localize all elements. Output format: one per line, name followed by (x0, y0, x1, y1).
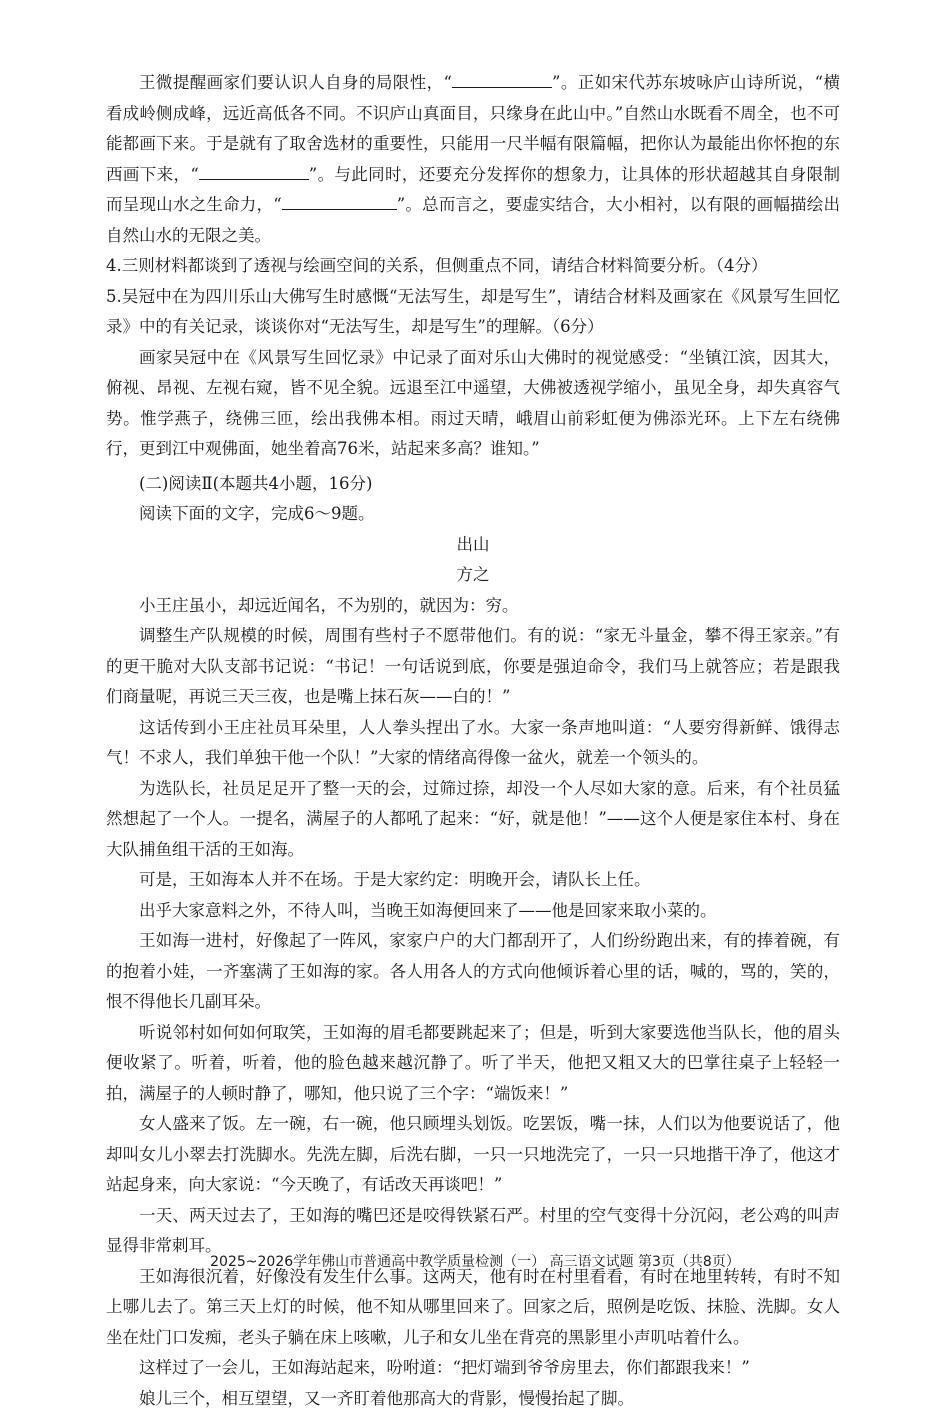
fill-blank-1 (452, 70, 552, 88)
page-footer: 2025~2026学年佛山市普通高中教学质量检测（一） 高三语文试题 第3页（共8页） (0, 1252, 950, 1272)
painter-excerpt: 画家吴冠中在《风景写生回忆录》中记录了面对乐山大佛时的视觉感受：“坐镇江滨，因其大，俯视、昂视、左视右窥，皆不见全貌。远退至江中遥望，大佛被透视学缩小，虽见全身，却失真容气势。惟学燕子，绕佛三匝，绘出我佛本相。雨过天晴，峨眉山前彩虹便为佛添光环。上下左右绕佛行，更到江中观佛面，她坐着高76米，站起来多高？谁知。” (106, 343, 840, 465)
story-author: 方之 (106, 560, 840, 591)
story-paragraph: 女人盛来了饭。左一碗，右一碗，他只顾埋头划饭。吃罢饭，嘴一抹，人们以为他要说话了，他却叫女儿小翠去打洗脚水。先洗左脚，后洗右脚，一只一只地洗完了，一只一只地揩干净了，他这才站起身来，向大家说：“今天晚了，有话改天再谈吧！” (106, 1109, 840, 1201)
story-paragraph: 王如海很沉着，好像没有发生什么事。这两天，他有时在村里看看，有时在地里转转，有时不知上哪儿去了。第三天上灯的时候，他不知从哪里回来了。回家之后，照例是吃饭、抹脸、洗脚。女人坐在灶门口发痴，老头子躺在床上咳嗽，儿子和女儿坐在背亮的黑影里小声叽咕着什么。 (106, 1262, 840, 1354)
section-instruction: 阅读下面的文字，完成6～9题。 (106, 499, 840, 530)
story-paragraph: 娘儿三个，相互望望，又一齐盯着他那高大的背影，慢慢抬起了脚。 (106, 1384, 840, 1414)
material-paragraph (106, 68, 840, 251)
story-paragraph: 这样过了一会儿，王如海站起来，吩咐道：“把灯端到爷爷房里去，你们都跟我来！” (106, 1353, 840, 1384)
story-paragraph: 一天、两天过去了，王如海的嘴巴还是咬得铁紧石严。村里的空气变得十分沉闷，老公鸡的叫声显得非常刺耳。 (106, 1201, 840, 1262)
story-paragraph: 王如海一进村，好像起了一阵风，家家户户的大门都刮开了，人们纷纷跑出来，有的捧着碗，有的抱着小娃，一齐塞满了王如海的家。各人用各人的方式向他倾诉着心里的话，喊的，骂的，笑的，恨不得他长几副耳朵。 (106, 926, 840, 1018)
fill-blank-2 (199, 162, 309, 180)
story-paragraph: 出乎大家意料之外，不待人叫，当晚王如海便回来了——他是回家来取小菜的。 (106, 896, 840, 927)
story-paragraph: 调整生产队规模的时候，周围有些村子不愿带他们。有的说：“家无斗量金，攀不得王家亲。”有的更干脆对大队支部书记说：“书记！一句话说到底，你要是强迫命令，我们马上就答应；若是跟我们商量呢，再说三天三夜，也是嘴上抹石灰——白的！” (106, 621, 840, 713)
story-paragraph: 为选队长，社员足足开了整一天的会，过筛过捺，却没一个人尽如大家的意。后来，有个社员猛然想起了一个人。一提名，满屋子的人都吼了起来：“好，就是他！”——这个人便是家住本村、身在大队捕鱼组干活的王如海。 (106, 774, 840, 866)
story-paragraph: 这话传到小王庄社员耳朵里，人人拳头捏出了水。大家一条声地叫道：“人要穷得新鲜、饿得志气！不求人，我们单独干他一个队！”大家的情绪高得像一盆火，就差一个领头的。 (106, 713, 840, 774)
section-heading: (二)阅读Ⅱ(本题共4小题，16分) (106, 469, 840, 500)
text-segment: 王微提醒画家们要认识人自身的局限性，“ (139, 73, 452, 92)
story-title: 出山 (106, 530, 840, 561)
text-segment: ”。总而言之，要虚实结合，大小相衬，以有限的画幅描绘出自然山水的无限之美。 (106, 195, 840, 245)
story-paragraph: 可是，王如海本人并不在场。于是大家约定：明晚开会，请队长上任。 (106, 865, 840, 896)
question-4: 4.三则材料都谈到了透视与绘画空间的关系，但侧重点不同，请结合材料简要分析。（4分） (106, 251, 840, 282)
question-5: 5.吴冠中在为四川乐山大佛写生时感慨“无法写生，却是写生”，请结合材料及画家在《风景写生回忆录》中的有关记录，谈谈你对“无法写生，却是写生”的理解。（6分） (106, 282, 840, 343)
text-segment: ”。正如宋代苏东坡咏庐山诗所说，“横看成岭侧成峰，远近高低各不同。不识庐山真面目，只缘身在此山中。”自然山水既看不周全，也不可能都画下来。于是就有了取舍选材的重要性，只能用一尺半幅有限篇幅，把你认为最能出你怀抱的东西画下来，“ (106, 73, 840, 184)
text-segment: ”。与此同时，还要充分发挥你的想象力，让具体的形状超越其自身限制而呈现山水之生命力，“ (106, 165, 840, 215)
story-paragraph: 听说邻村如何如何取笑，王如海的眉毛都要跳起来了；但是，听到大家要选他当队长，他的眉头便收紧了。听着，听着，他的脸色越来越沉静了。听了半天，他把又粗又大的巴掌往桌子上轻轻一拍，满屋子的人顿时静了，哪知，他只说了三个字：“端饭来！” (106, 1018, 840, 1110)
fill-blank-3 (282, 192, 397, 210)
story-paragraph: 小王庄虽小，却远近闻名，不为别的，就因为：穷。 (106, 591, 840, 622)
